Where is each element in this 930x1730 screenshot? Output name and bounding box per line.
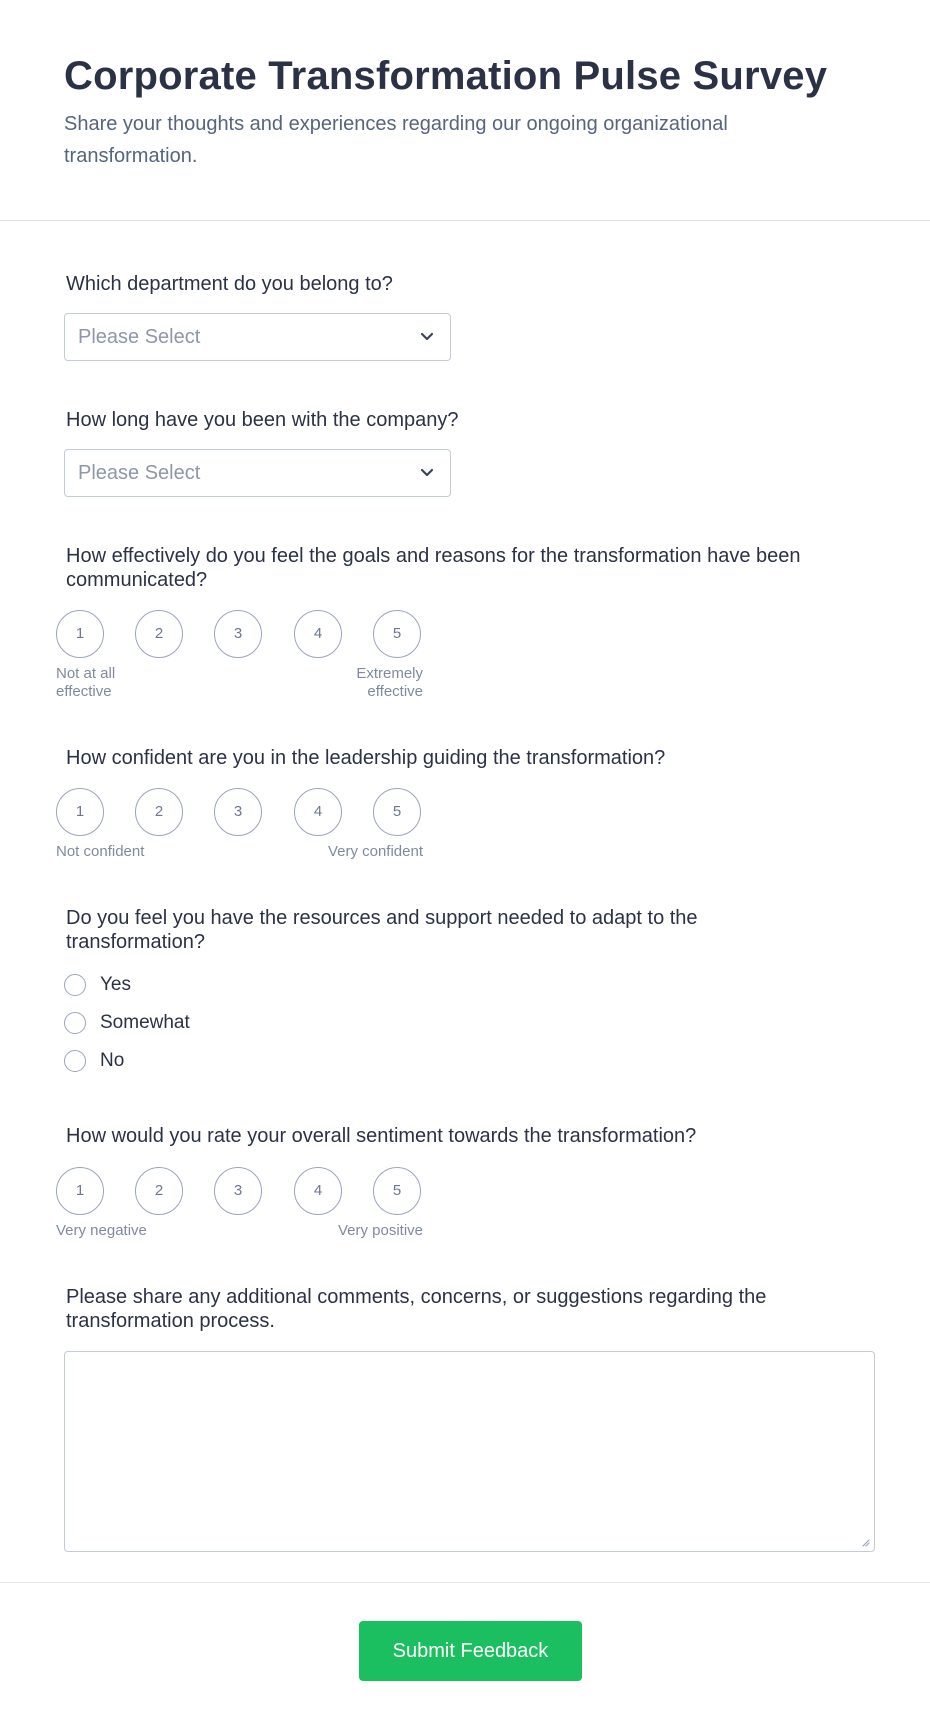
tenure-select-placeholder: Please Select — [78, 462, 201, 484]
rating-option-5[interactable]: 5 — [373, 1167, 421, 1215]
radio-label: No — [100, 1050, 125, 1071]
rating-option-5[interactable]: 5 — [373, 788, 421, 836]
survey-header — [0, 0, 930, 221]
question-leadership-label: How confident are you in the leadership guiding the transformation? — [66, 747, 666, 769]
chevron-down-icon — [416, 462, 438, 484]
rating-option-1[interactable]: 1 — [56, 610, 104, 658]
submit-feedback-button[interactable]: Submit Feedback — [359, 1621, 582, 1681]
rating-option-1[interactable]: 1 — [56, 788, 104, 836]
page-subtitle: Share your thoughts and experiences regarding our ongoing organizational transformation. — [64, 113, 728, 167]
resize-grip-icon[interactable] — [860, 1537, 870, 1547]
chevron-down-icon — [416, 326, 438, 348]
communication-rating-scale — [56, 610, 430, 662]
rating-option-2[interactable]: 2 — [135, 1167, 183, 1215]
scale-max-label: Extremely effective — [356, 665, 423, 700]
page-title: Corporate Transformation Pulse Survey — [64, 54, 828, 98]
scale-max-label: Very positive — [337, 1222, 423, 1239]
rating-option-4[interactable]: 4 — [294, 788, 342, 836]
question-resources-label: Do you feel you have the resources and support needed to adapt to the transformation? — [66, 907, 698, 953]
department-select[interactable] — [64, 313, 451, 361]
scale-max-label: Very confident — [327, 843, 423, 860]
sentiment-rating-scale — [56, 1167, 430, 1219]
rating-option-3[interactable]: 3 — [214, 788, 262, 836]
rating-option-3[interactable]: 3 — [214, 1167, 262, 1215]
radio-option-no[interactable] — [64, 1046, 124, 1076]
rating-option-2[interactable]: 2 — [135, 788, 183, 836]
department-select-placeholder: Please Select — [78, 326, 201, 348]
rating-option-4[interactable]: 4 — [294, 1167, 342, 1215]
radio-label: Somewhat — [100, 1012, 190, 1033]
rating-option-1[interactable]: 1 — [56, 1167, 104, 1215]
radio-button[interactable] — [64, 1050, 86, 1072]
radio-label: Yes — [100, 974, 131, 995]
radio-button[interactable] — [64, 1012, 86, 1034]
question-comments-label: Please share any additional comments, concerns, or suggestions regarding the transformation process. — [66, 1286, 767, 1332]
scale-min-label: Not at all effective — [56, 665, 116, 700]
rating-option-2[interactable]: 2 — [135, 610, 183, 658]
rating-option-3[interactable]: 3 — [214, 610, 262, 658]
scale-min-label: Very negative — [56, 1222, 147, 1239]
radio-button[interactable] — [64, 974, 86, 996]
radio-option-somewhat[interactable] — [64, 1008, 190, 1038]
form-footer — [0, 1582, 930, 1730]
leadership-rating-scale — [56, 788, 430, 840]
question-sentiment-label: How would you rate your overall sentiment towards the transformation? — [66, 1125, 697, 1147]
rating-option-5[interactable]: 5 — [373, 610, 421, 658]
comments-textarea[interactable] — [64, 1351, 875, 1552]
scale-min-label: Not confident — [56, 843, 145, 860]
tenure-select[interactable] — [64, 449, 451, 497]
rating-option-4[interactable]: 4 — [294, 610, 342, 658]
question-tenure-label: How long have you been with the company? — [66, 409, 459, 431]
radio-option-yes[interactable] — [64, 970, 131, 1000]
question-department-label: Which department do you belong to? — [66, 273, 393, 295]
question-communication-label: How effectively do you feel the goals and reasons for the transformation have been communicated? — [66, 545, 801, 591]
